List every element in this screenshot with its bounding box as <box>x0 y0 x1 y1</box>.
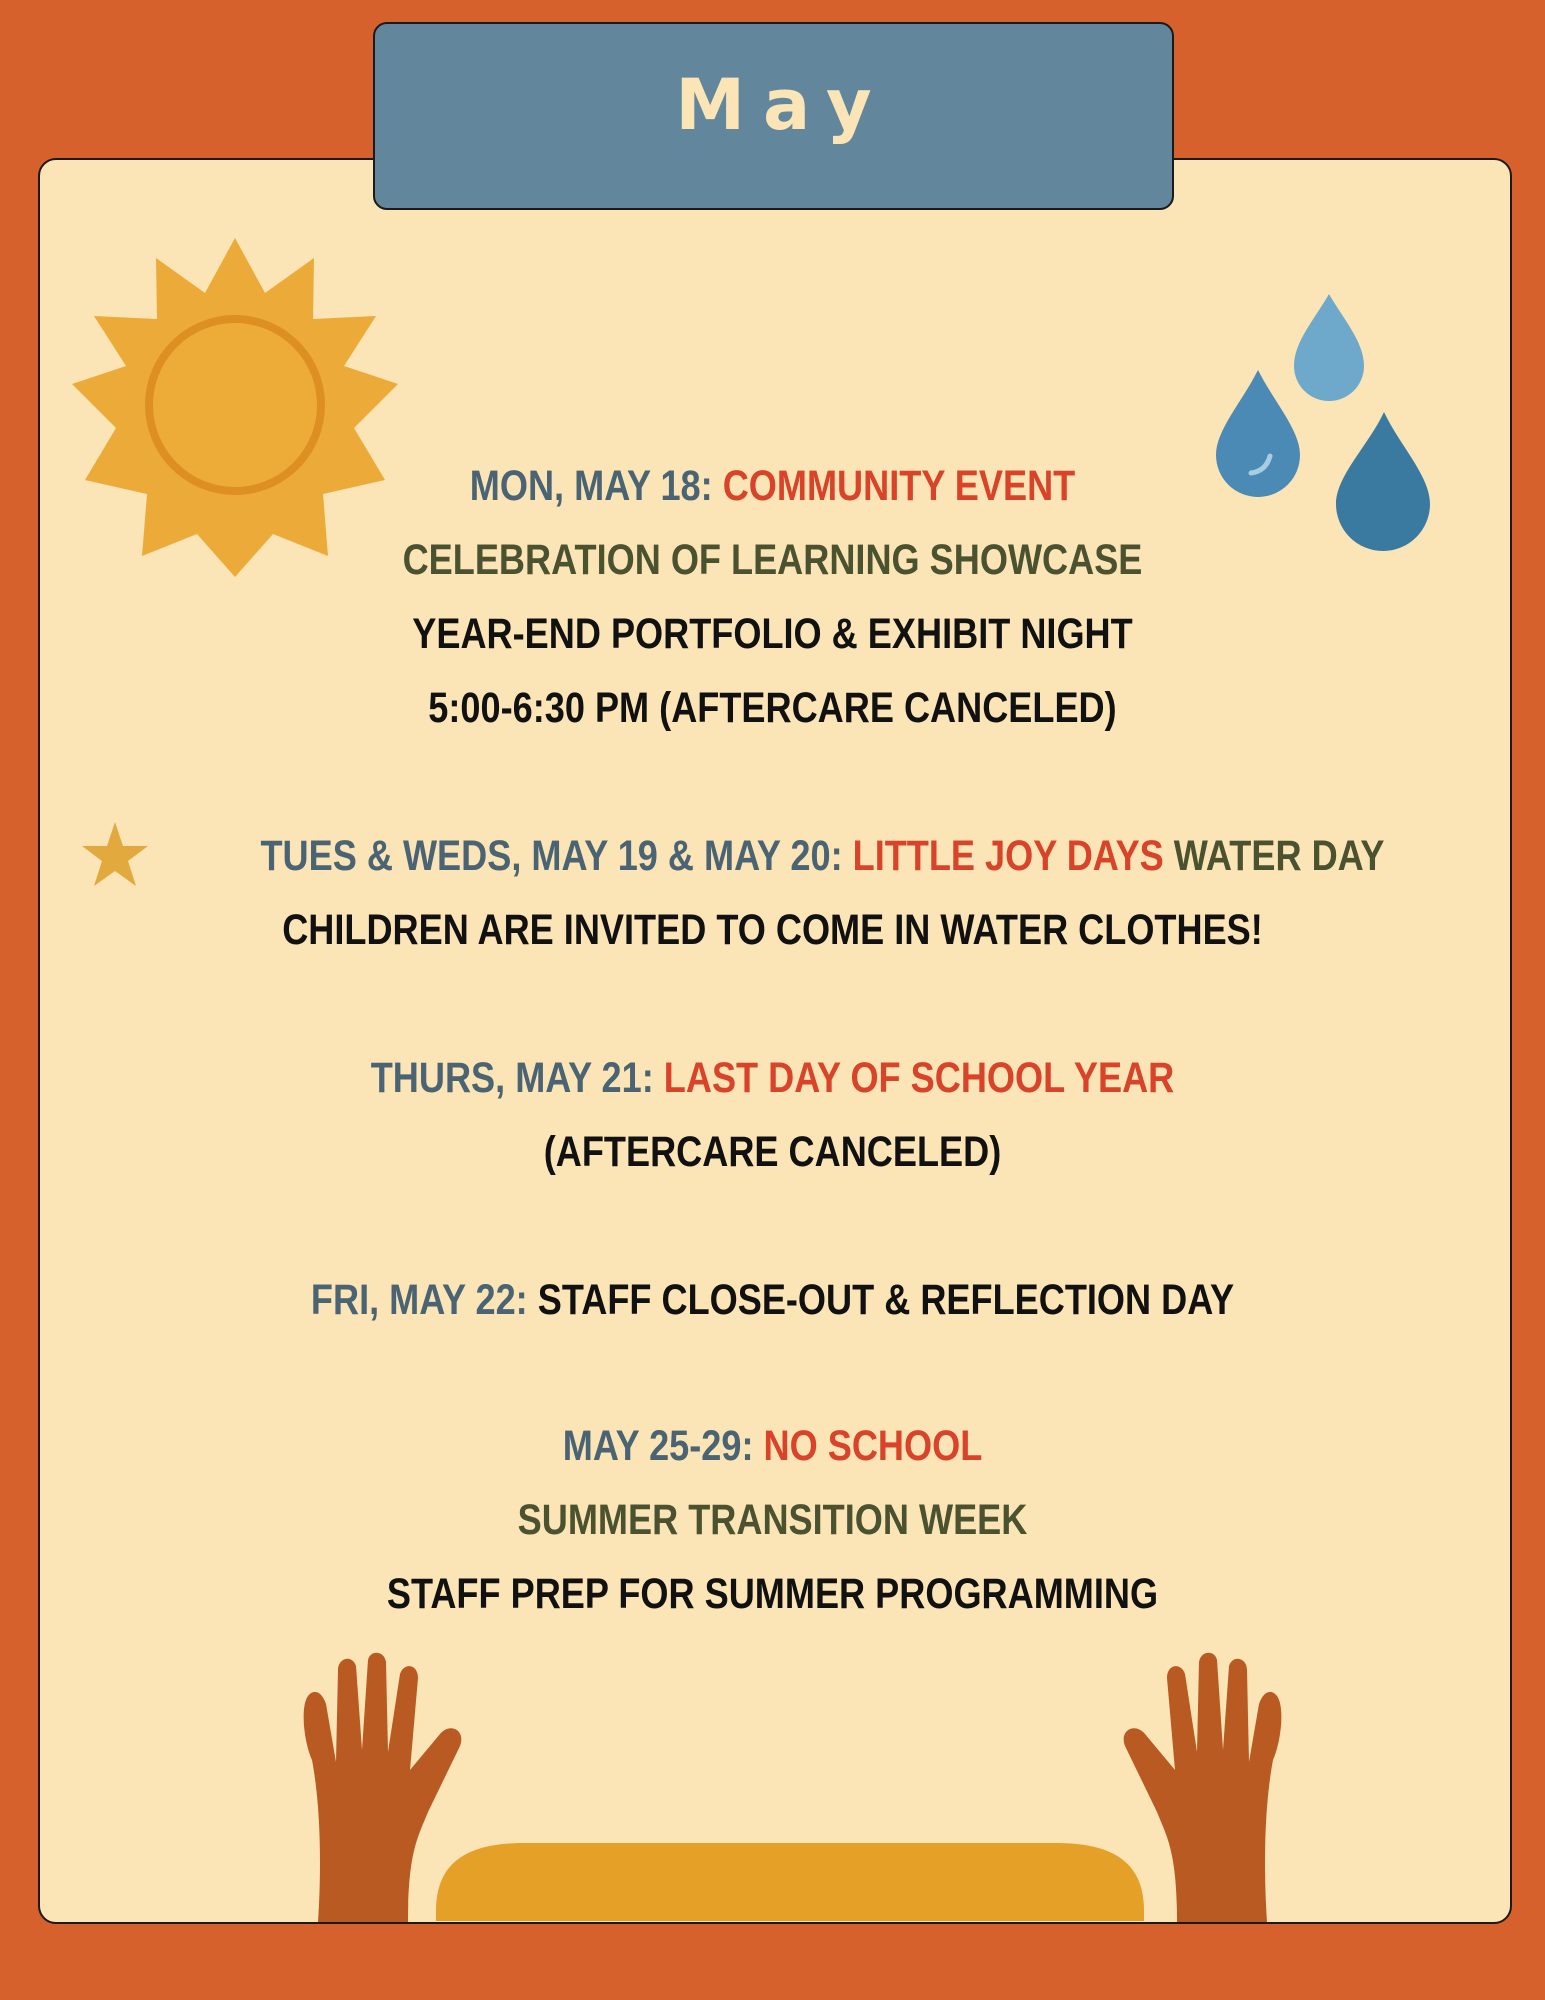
event-5-heading <box>124 1416 1422 1476</box>
water-drop-icon <box>1294 294 1364 401</box>
event-3-heading <box>124 1048 1422 1108</box>
event-title: LITTLE JOY DAYS <box>852 832 1164 880</box>
event-1-heading <box>124 456 1422 516</box>
event-date: TUES & WEDS, MAY 19 & MAY 20: <box>260 832 843 880</box>
event-5-subtitle: SUMMER TRANSITION WEEK <box>517 1496 1028 1544</box>
event-title: NO SCHOOL <box>763 1422 983 1470</box>
event-date: THURS, MAY 21: <box>370 1054 654 1102</box>
event-date: FRI, MAY 22: <box>310 1276 528 1324</box>
water-drops-icon <box>1210 290 1435 570</box>
star-icon <box>80 820 150 890</box>
event-title-suffix: WATER DAY <box>1173 832 1385 880</box>
event-2-heading <box>174 826 1472 886</box>
event-1-detail: YEAR-END PORTFOLIO & EXHIBIT NIGHT <box>412 610 1133 658</box>
event-title: COMMUNITY EVENT <box>722 462 1076 510</box>
event-2-detail: CHILDREN ARE INVITED TO COME IN WATER CLOTHES! <box>282 906 1263 954</box>
event-5-detail: STAFF PREP FOR SUMMER PROGRAMMING <box>386 1570 1159 1618</box>
table-shape <box>436 1843 1144 1921</box>
event-4-heading <box>124 1270 1422 1330</box>
event-1-time: 5:00-6:30 PM (AFTERCARE CANCELED) <box>428 684 1117 732</box>
event-1-subtitle: CELEBRATION OF LEARNING SHOWCASE <box>402 536 1143 584</box>
sun-icon <box>70 232 400 578</box>
event-title: LAST DAY OF SCHOOL YEAR <box>663 1054 1175 1102</box>
month-title: May <box>675 64 890 146</box>
event-title: STAFF CLOSE-OUT & REFLECTION DAY <box>537 1276 1235 1324</box>
event-3-detail: (AFTERCARE CANCELED) <box>543 1128 1002 1176</box>
event-date: MON, MAY 18: <box>469 462 713 510</box>
month-header-tab <box>373 22 1174 210</box>
event-date: MAY 25-29: <box>562 1422 754 1470</box>
